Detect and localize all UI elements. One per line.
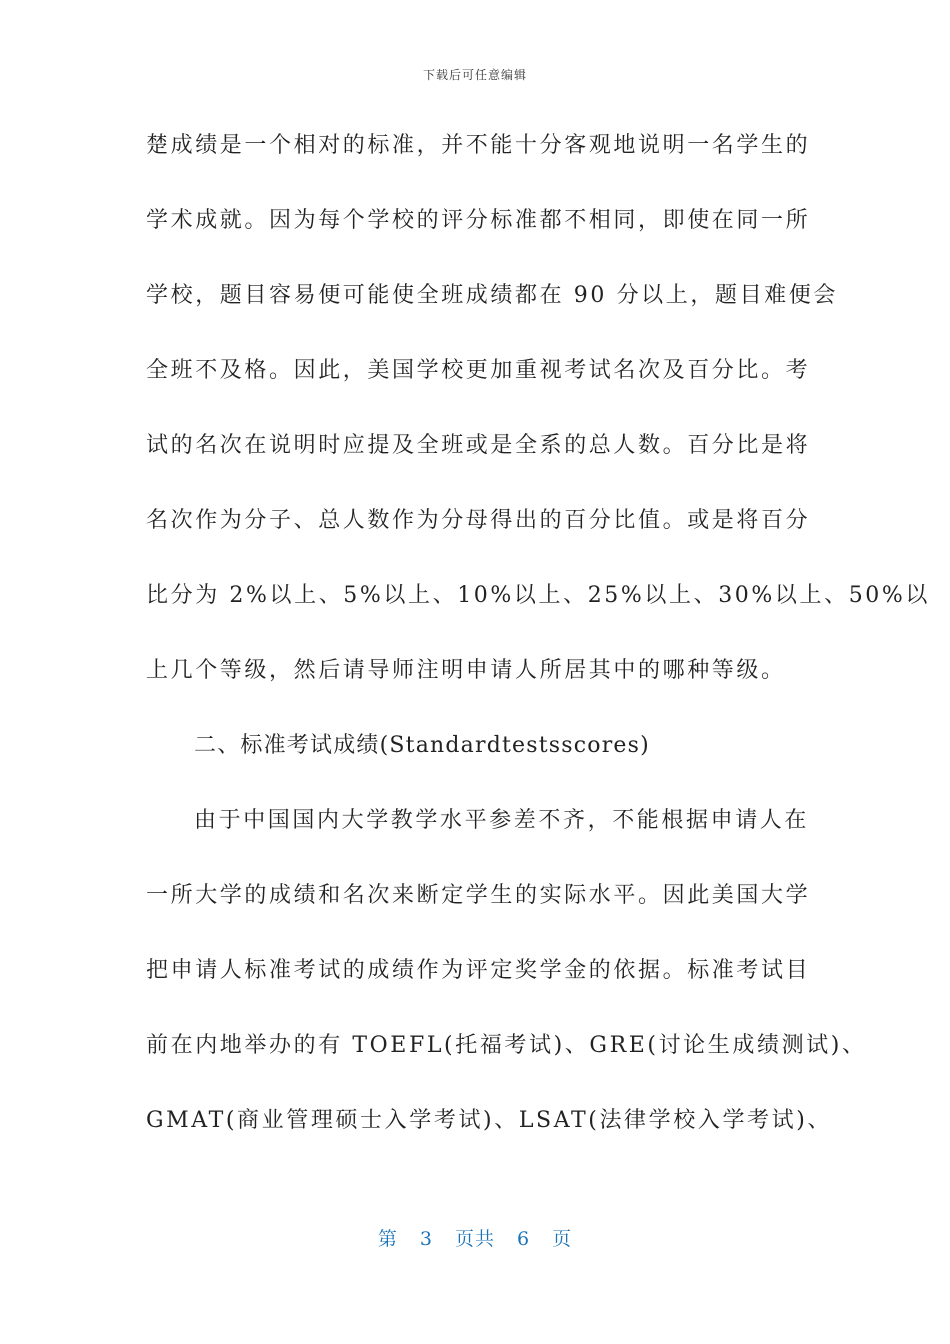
page-suffix: 页 (552, 1228, 573, 1250)
document-body (146, 126, 930, 1176)
page-footer (0, 1224, 950, 1251)
body-line: 名次作为分子、总人数作为分母得出的百分比值。或是将百分 (146, 508, 811, 533)
body-line: 全班不及格。因此，美国学校更加重视考试名次及百分比。考 (146, 358, 811, 383)
body-line: 学校，题目容易便可能使全班成绩都在 90 分以上，题目难便会 (146, 283, 838, 308)
page-number: 3 (419, 1228, 433, 1250)
body-line: 学术成就。因为每个学校的评分标准都不相同，即使在同一所 (146, 208, 811, 233)
body-line: 试的名次在说明时应提及全班或是全系的总人数。百分比是将 (146, 433, 811, 458)
body-line: 前在内地举办的有 TOEFL(托福考试)、GRE(讨论生成绩测试)、 (146, 1033, 867, 1058)
total-pages: 6 (517, 1228, 531, 1250)
page-middle: 页共 (454, 1228, 495, 1250)
section-heading: 二、标准考试成绩(Standardtestsscores) (194, 733, 650, 758)
body-line: 比分为 2%以上、5%以上、10%以上、25%以上、30%以上、50%以 (146, 583, 930, 608)
body-line: 一所大学的成绩和名次来断定学生的实际水平。因此美国大学 (146, 883, 811, 908)
page-prefix: 第 (377, 1228, 398, 1250)
body-line: 楚成绩是一个相对的标准，并不能十分客观地说明一名学生的 (146, 133, 811, 158)
page-header: 下载后可任意编辑 (422, 68, 527, 82)
paragraph-first-line: 由于中国国内大学教学水平参差不齐，不能根据申请人在 (194, 808, 810, 833)
body-line: 上几个等级，然后请导师注明申请人所居其中的哪种等级。 (146, 658, 786, 683)
body-line: GMAT(商业管理硕士入学考试)、LSAT(法律学校入学考试)、 (146, 1108, 833, 1133)
body-line: 把申请人标准考试的成绩作为评定奖学金的依据。标准考试目 (146, 958, 811, 983)
